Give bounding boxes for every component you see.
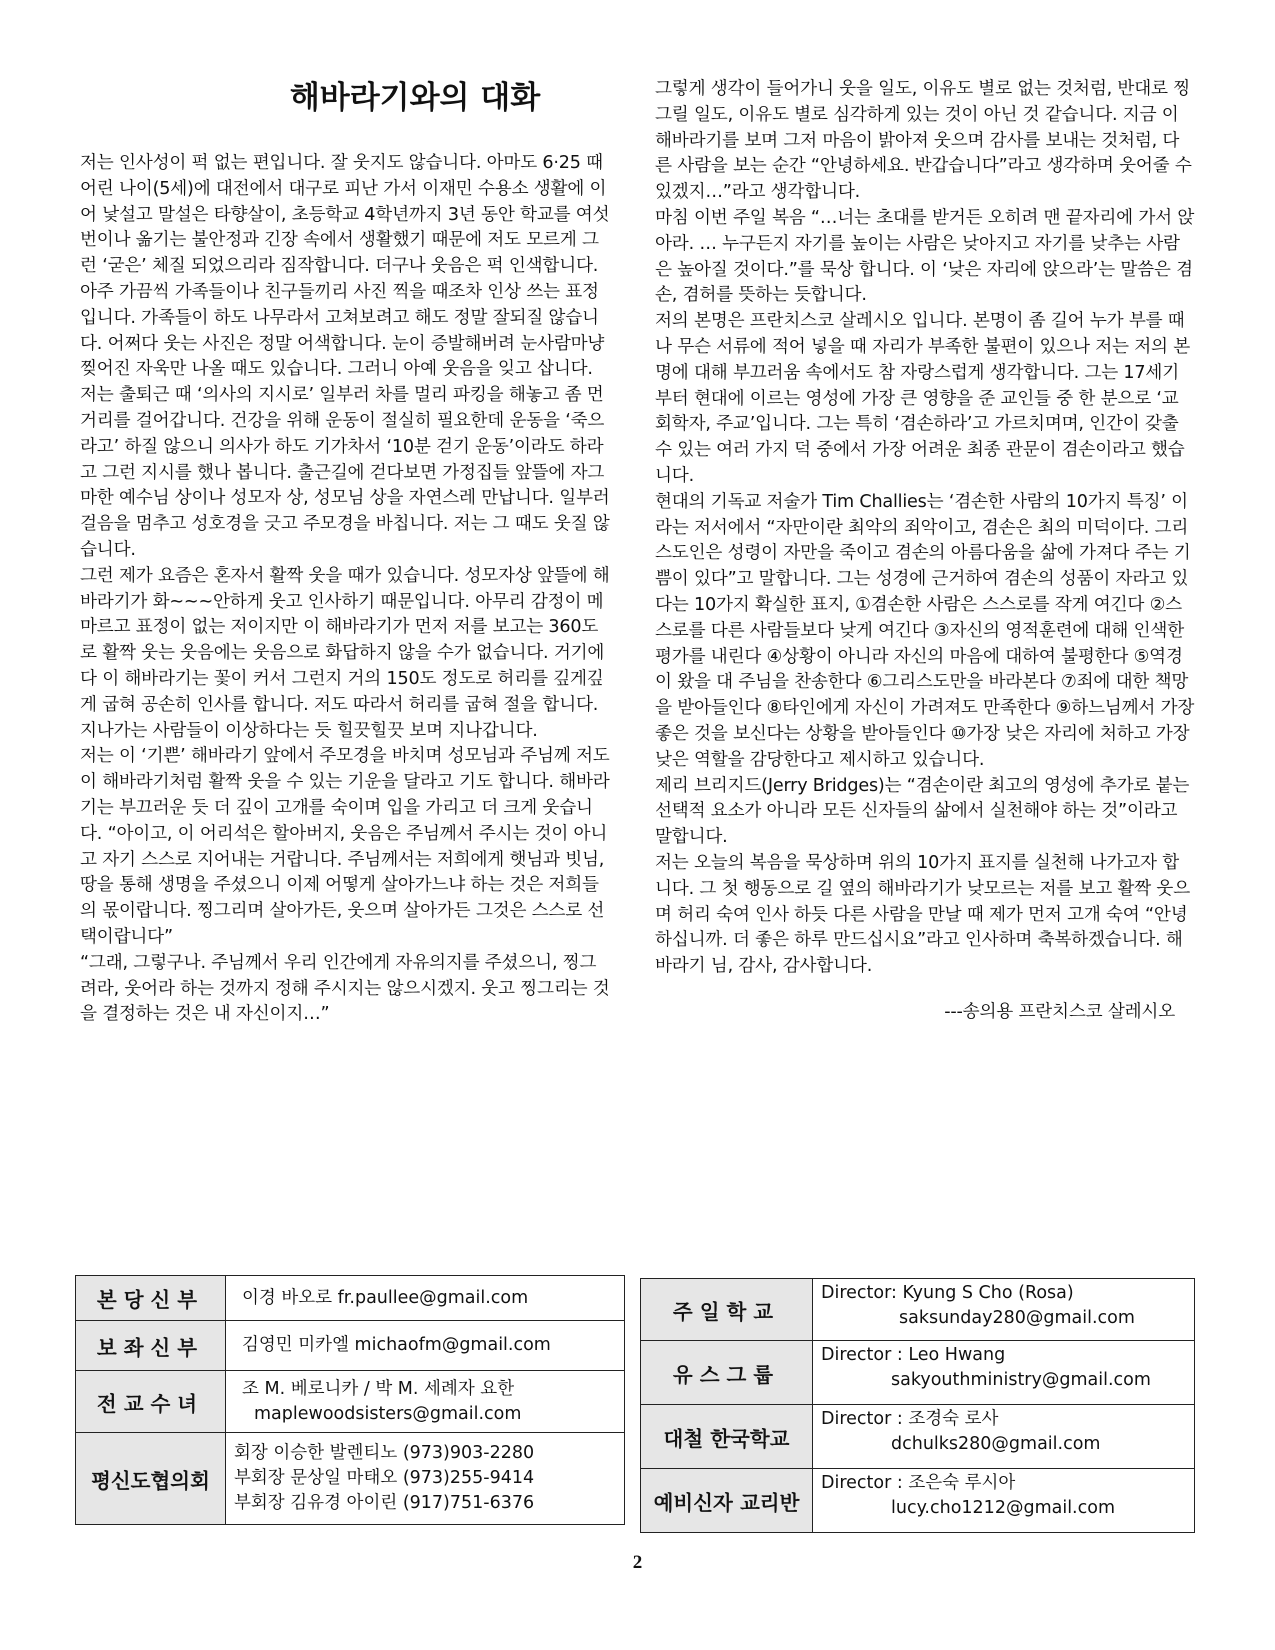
contact-value <box>226 1433 625 1525</box>
contact-line: sakyouthministry@gmail.com <box>891 1370 1151 1390</box>
contact-row <box>76 1321 625 1371</box>
contact-label: 대철 한국학교 <box>641 1405 813 1469</box>
clergy-contact-table <box>75 1275 625 1525</box>
contact-row <box>641 1279 1195 1341</box>
article-paragraph: 그렇게 생각이 들어가니 웃을 일도, 이유도 별로 없는 것처럼, 반대로 찡그릴 일도, 이유도 별로 심각하게 있는 것이 아닌 것 같습니다. 지금 이 해바라기를 보며 그저 마음이 밝아져 웃으며 감사를 보내는 것처럼, 다른 사람을 보는 순간 “안녕하세요. 반갑습니다”라고 생각하며 웃어줄 수 있겠지…”라고 생각합니다. <box>655 79 1192 203</box>
contact-value <box>813 1341 1195 1405</box>
article-paragraph: 저는 출퇴근 때 ‘의사의 지시로’ 일부러 차를 멀리 파킹을 해놓고 좀 먼 거리를 걸어갑니다. 건강을 위해 운동이 절실히 필요한데 운동을 ‘죽으라고’ 하질 않으니 의사가 하도 기가차서 ‘10분 걷기 운동’이라도 하라고 그런 지시를 했나 봅니다. 출근길에 걷다보면 가정집들 앞뜰에 자그마한 예수님 상이나 성모자 상, 성모님 상을 자연스레 만납니다. 일부러 걸음을 멈추고 성호경을 긋고 주모경을 바칩니다. 저는 그 때도 웃질 않습니다. <box>80 385 610 560</box>
article-paragraph: 그런 제가 요즘은 혼자서 활짝 웃을 때가 있습니다. 성모자상 앞뜰에 해바라기가 화~~~안하게 웃고 인사하기 때문입니다. 아무리 감정이 메마르고 표정이 없는 저이지만 이 해바라기가 먼저 저를 보고는 360도로 활짝 웃는 웃음에는 웃음으로 화답하지 않을 수가 없습니다. 거기에다 이 해바라기는 꽃이 커서 그런지 거의 150도 정도로 허리를 깊게깊게 굽혀 공손히 인사를 합니다. 저도 따라서 허리를 굽혀 절을 합니다. 지나가는 사람들이 이상하다는 듯 힐끗힐끗 보며 지나갑니다. <box>80 565 610 741</box>
contact-row <box>76 1371 625 1433</box>
contact-label: 보좌신부 <box>76 1321 226 1371</box>
contact-line: lucy.cho1212@gmail.com <box>891 1498 1115 1518</box>
page-number: 2 <box>632 1552 643 1573</box>
contact-label: 평신도협의회 <box>76 1433 226 1525</box>
contact-row <box>641 1469 1195 1533</box>
contact-line: 조 M. 베로니카 / 박 M. 세례자 요한 <box>242 1378 515 1399</box>
contact-row <box>641 1341 1195 1405</box>
contact-label: 유스그룹 <box>641 1341 813 1405</box>
contact-line: maplewoodsisters@gmail.com <box>254 1403 522 1424</box>
article-right-column <box>655 77 1195 1026</box>
contact-label: 예비신자 교리반 <box>641 1469 813 1533</box>
article-signature: ---송의용 프란치스코 살레시오 <box>944 1001 1175 1022</box>
contact-line: 이경 바오로 fr.paullee@gmail.com <box>242 1287 529 1308</box>
contact-line: 김영민 미카엘 michaofm@gmail.com <box>242 1335 551 1355</box>
article-paragraph: 현대의 기독교 저술가 Tim Challies는 ‘겸손한 사람의 10가지 특징’ 이라는 저서에서 “자만이란 최악의 죄악이고, 겸손은 최의 미덕이다. 그리스도인은 성령이 자만을 죽이고 겸손의 아름다움을 삶에 가져다 주는 기쁨이 있다”고 말합니다. 그는 성경에 근거하여 겸손의 성품이 자라고 있다는 10가지 확실한 표지, ①겸손한 사람은 스스로를 작게 여긴다 ②스스로를 다른 사람들보다 낮게 여긴다 ③자신의 영적훈련에 대해 인색한 평가를 내린다 ④상황이 아니라 자신의 마음에 대하여 불평한다 ⑤역경이 왔을 대 주님을 찬송한다 ⑥그리스도만을 바라본다 ⑦죄에 대한 책망을 받아들인다 ⑧타인에게 자신이 가려져도 만족한다 ⑨하느님께서 가장 좋은 것을 보신다는 상황을 받아들인다 ⑩가장 낮은 자리에 처하고 가장 낮은 역할을 감당한다고 제시하고 있습니다. <box>655 491 1195 770</box>
article-paragraph: 저는 이 ‘기쁜’ 해바라기 앞에서 주모경을 바치며 성모님과 주님께 저도 이 해바라기처럼 활짝 웃을 수 있는 기운을 달라고 기도 합니다. 해바라기는 부끄러운 듯 더 깊이 고개를 숙이며 입을 가리고 더 크게 웃습니다. “아이고, 이 어리석은 할아버지, 웃음은 주님께서 주시는 것이 아니고 자기 스스로 지어내는 거랍니다. 주님께서는 저희에게 햇님과 빗님, 땅을 통해 생명을 주셨으니 이제 어떻게 살아가느냐 하는 것은 저희들의 몫이랍니다. 찡그리며 살아가든, 웃으며 살아가든 그것은 스스로 선택이랍니다” <box>80 746 610 947</box>
contact-label: 주일학교 <box>641 1279 813 1341</box>
contact-line: Director : 조경숙 로사 <box>821 1409 999 1429</box>
contact-row <box>76 1433 625 1525</box>
article-paragraph: 저는 인사성이 퍽 없는 편입니다. 잘 웃지도 않습니다. 아마도 6·25 때 어린 나이(5세)에 대전에서 대구로 피난 가서 이재민 수용소 생활에 이어 낯설고 말설은 타향살이, 초등학교 4학년까지 3년 동안 학교를 여섯 번이나 옮기는 불안정과 긴장 속에서 생활했기 때문에 저도 모르게 그런 ‘굳은’ 체질 되었으리라 짐작합니다. 더구나 웃음은 퍽 인색합니다. 아주 가끔씩 가족들이나 친구들끼리 사진 찍을 때조차 인상 쓰는 표정입니다. 가족들이 하도 나무라서 고쳐보려고 해도 정말 잘되질 않습니다. 어쩌다 웃는 사진은 정말 어색합니다. 눈이 증발해버려 눈사람마냥 찢어진 자욱만 나올 때도 있습니다. 그러니 아예 웃음을 잊고 삽니다. <box>80 153 610 380</box>
contact-value <box>226 1371 625 1433</box>
article-paragraph: 마침 이번 주일 복음 “…너는 초대를 받거든 오히려 맨 끝자리에 가서 앉아라. … 누구든지 자기를 높이는 사람은 낮아지고 자기를 낮추는 사람은 높아질 것이다.”를 묵상 합니다. 이 ‘낮은 자리에 앉으라’는 말씀은 겸손, 겸허를 뜻하는 듯합니다. <box>655 207 1195 306</box>
article-left-body <box>80 151 610 1028</box>
article-title: 해바라기와의 대화 <box>289 80 541 116</box>
contact-line: Director: Kyung S Cho (Rosa) <box>821 1283 1074 1303</box>
contact-row <box>76 1276 625 1321</box>
article-paragraph: 저의 본명은 프란치스코 살레시오 입니다. 본명이 좀 길어 누가 부를 때나 무슨 서류에 적어 넣을 때 자리가 부족한 불편이 있으나 저는 저의 본명에 대해 부끄러움 속에서도 참 자랑스럽게 생각합니다. 그는 17세기부터 현대에 이르는 영성에 가장 큰 영향을 준 교인들 중 한 분으로 ‘교회학자, 주교’입니다. 그는 특히 ‘겸손하라’고 가르치며며, 인간이 갖출 수 있는 여러 가지 덕 중에서 가장 어려운 최종 관문이 겸손이라고 했습니다. <box>655 311 1190 486</box>
contact-line: 부회장 김유경 아이린 (917)751-6376 <box>234 1493 535 1513</box>
contact-line: dchulks280@gmail.com <box>891 1434 1101 1454</box>
contact-label: 전교수녀 <box>76 1371 226 1433</box>
article-paragraph: 저는 오늘의 복음을 묵상하며 위의 10가지 표지를 실천해 나가고자 합니다. 그 첫 행동으로 길 옆의 해바라기가 낮모르는 저를 보고 활짝 웃으며 허리 숙여 인사 하듯 다른 사람을 만날 때 제가 먼저 고개 숙여 “안녕하십니까. 더 좋은 하루 만드십시요”라고 인사하며 축복하겠습니다. 해바라기 님, 감사, 감사합니다. <box>655 852 1190 977</box>
article-paragraph: 제리 브리지드(Jerry Bridges)는 “겸손이란 최고의 영성에 추가로 붙는 선택적 요소가 아니라 모든 신자들의 삶에서 실천해야 하는 것”이라고 말합니다. <box>655 775 1190 848</box>
contact-row <box>641 1405 1195 1469</box>
contact-line: Director : 조은숙 루시아 <box>821 1473 1016 1493</box>
article-paragraph: “그래, 그렇구나. 주님께서 우리 인간에게 자유의지를 주셨으니, 찡그려라, 웃어라 하는 것까지 정해 주시지는 않으시겠지. 웃고 찡그리는 것을 결정하는 것은 내 자신이지…” <box>80 952 610 1025</box>
contact-value <box>813 1469 1195 1533</box>
contact-line: saksunday280@gmail.com <box>899 1308 1135 1328</box>
contact-value <box>226 1321 625 1371</box>
contact-value <box>813 1405 1195 1469</box>
contact-line: Director : Leo Hwang <box>821 1345 1006 1365</box>
contact-value <box>813 1279 1195 1341</box>
contact-label: 본당신부 <box>76 1276 226 1321</box>
contact-value <box>226 1276 625 1321</box>
contact-line: 회장 이승한 발렌티노 (973)903-2280 <box>234 1443 535 1463</box>
contact-line: 부회장 문상일 마태오 (973)255-9414 <box>234 1468 535 1488</box>
ministry-contact-table <box>640 1278 1195 1533</box>
